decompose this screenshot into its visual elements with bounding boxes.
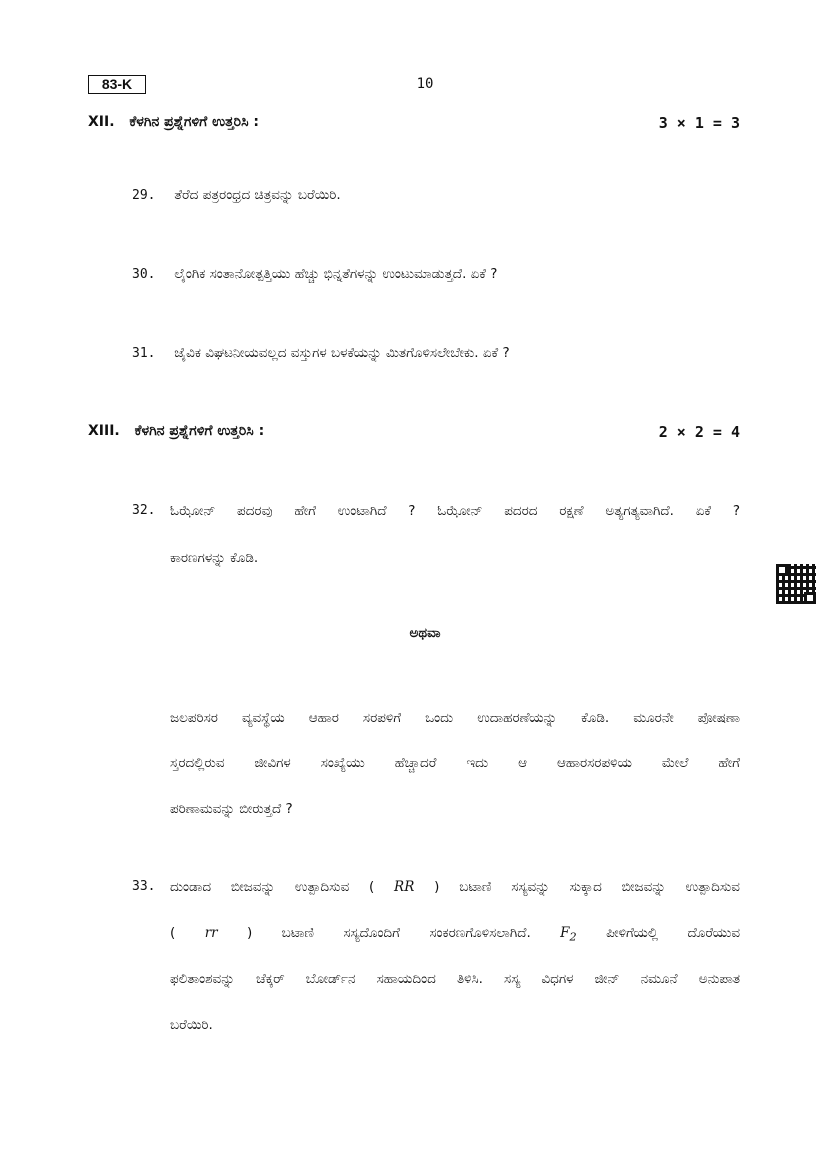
question-30 bbox=[132, 262, 740, 287]
generation-symbol bbox=[560, 925, 577, 944]
section-marks: 2 × 2 = 4 bbox=[658, 423, 740, 441]
question-text-line: ಕಾರಣಗಳನ್ನು ಕೊಡಿ. bbox=[170, 550, 259, 566]
genotype-symbol: RR bbox=[394, 879, 415, 895]
question-text: ಜೈವಿಕ ವಿಘಟನೀಯವಲ್ಲದ ವಸ್ತುಗಳ ಬಳಕೆಯನ್ನು ಮಿತಗೊಳಿಸಲೇಬೇಕು. ಏಕೆ ? bbox=[174, 345, 510, 361]
question-text: ಲೈಂಗಿಕ ಸಂತಾನೋತ್ಪತ್ತಿಯು ಹೆಚ್ಚು ಭಿನ್ನತೆಗಳನ್ನು ಉಂಟುಮಾಡುತ್ತದೆ. ಏಕೆ ? bbox=[174, 266, 498, 282]
question-text-line bbox=[170, 921, 740, 950]
section-marks: 3 × 1 = 3 bbox=[658, 114, 740, 132]
text-segment: ಪೀಳಿಗೆಯಲ್ಲಿ ದೊರೆಯುವ bbox=[606, 925, 741, 941]
question-number: 31. bbox=[132, 346, 156, 361]
question-text-line: ಬರೆಯಿರಿ. bbox=[170, 1017, 213, 1033]
question-text: ತೆರೆದ ಪತ್ರರಂಧ್ರದ ಚಿತ್ರವನ್ನು ಬರೆಯಿರಿ. bbox=[174, 187, 341, 203]
section-number: XII. bbox=[88, 114, 115, 130]
genotype-symbol: rr bbox=[204, 925, 218, 941]
page-number: 10 bbox=[416, 76, 434, 92]
question-text-line: ಓಝೋನ್ ಪದರವು ಹೇಗೆ ಉಂಟಾಗಿದೆ ? ಓಝೋನ್ ಪದರದ ರಕ್ಷಣೆ ಅತ್ಯಗತ್ಯವಾಗಿದೆ. ಏಕೆ ? bbox=[170, 503, 740, 519]
question-31 bbox=[132, 341, 740, 366]
section-xii-heading bbox=[88, 114, 740, 138]
text-segment: ದುಂಡಾದ ಬೀಜವನ್ನು ಉತ್ಪಾದಿಸುವ ( bbox=[170, 879, 375, 895]
text-segment: ( bbox=[170, 925, 176, 941]
text-segment: ) ಬಟಾಣಿ ಸಸ್ಯದೊಂದಿಗೆ ಸಂಕರಣಗೊಳಿಸಲಾಗಿದೆ. bbox=[247, 925, 531, 941]
section-xiii-heading bbox=[88, 423, 740, 447]
qr-code-icon bbox=[776, 564, 816, 604]
question-text-line: ಫಲಿತಾಂಶವನ್ನು ಚೆಕ್ಕರ್ ಬೋರ್ಡ್‌ನ ಸಹಾಯದಿಂದ ತಿಳಿಸಿ. ಸಸ್ಯ ವಿಧಗಳ ಜೀನ್ ನಮೂನೆ ಅನುಪಾತ bbox=[170, 971, 740, 987]
or-label: ಅಥವಾ bbox=[409, 625, 441, 641]
paper-code-box: 83-K bbox=[88, 75, 146, 94]
question-29 bbox=[132, 183, 740, 208]
generation-subscript: 2 bbox=[569, 930, 577, 944]
question-text-line bbox=[170, 875, 740, 899]
generation-letter: F bbox=[560, 925, 570, 941]
question-text-line: ಪರಿಣಾಮವನ್ನು ಬೀರುತ್ತದೆ ? bbox=[170, 801, 293, 817]
question-number: 29. bbox=[132, 188, 156, 203]
section-instruction: ಕೆಳಗಿನ ಪ್ರಶ್ನೆಗಳಿಗೆ ಉತ್ತರಿಸಿ : bbox=[134, 423, 265, 439]
text-segment: ) ಬಟಾಣಿ ಸಸ್ಯವನ್ನು ಸುಕ್ಕಾದ ಬೀಜವನ್ನು ಉತ್ಪಾದಿಸುವ bbox=[434, 879, 740, 895]
question-number: 30. bbox=[132, 267, 156, 282]
question-number: 32. bbox=[132, 503, 156, 518]
question-text-line: ಜಲಪರಿಸರ ವ್ಯವಸ್ಥೆಯ ಆಹಾರ ಸರಪಳಿಗೆ ಒಂದು ಉದಾಹರಣೆಯನ್ನು ಕೊಡಿ. ಮೂರನೇ ಪೋಷಣಾ bbox=[170, 710, 740, 726]
question-text-line: ಸ್ತರದಲ್ಲಿರುವ ಜೀವಿಗಳ ಸಂಖ್ಯೆಯು ಹೆಚ್ಚಾದರೆ ಇದು ಆ ಆಹಾರಸರಪಳಿಯ ಮೇಲೆ ಹೇಗೆ bbox=[170, 755, 740, 771]
question-number: 33. bbox=[132, 879, 156, 894]
section-instruction: ಕೆಳಗಿನ ಪ್ರಶ್ನೆಗಳಿಗೆ ಉತ್ತರಿಸಿ : bbox=[129, 114, 259, 130]
section-number: XIII. bbox=[88, 423, 120, 439]
